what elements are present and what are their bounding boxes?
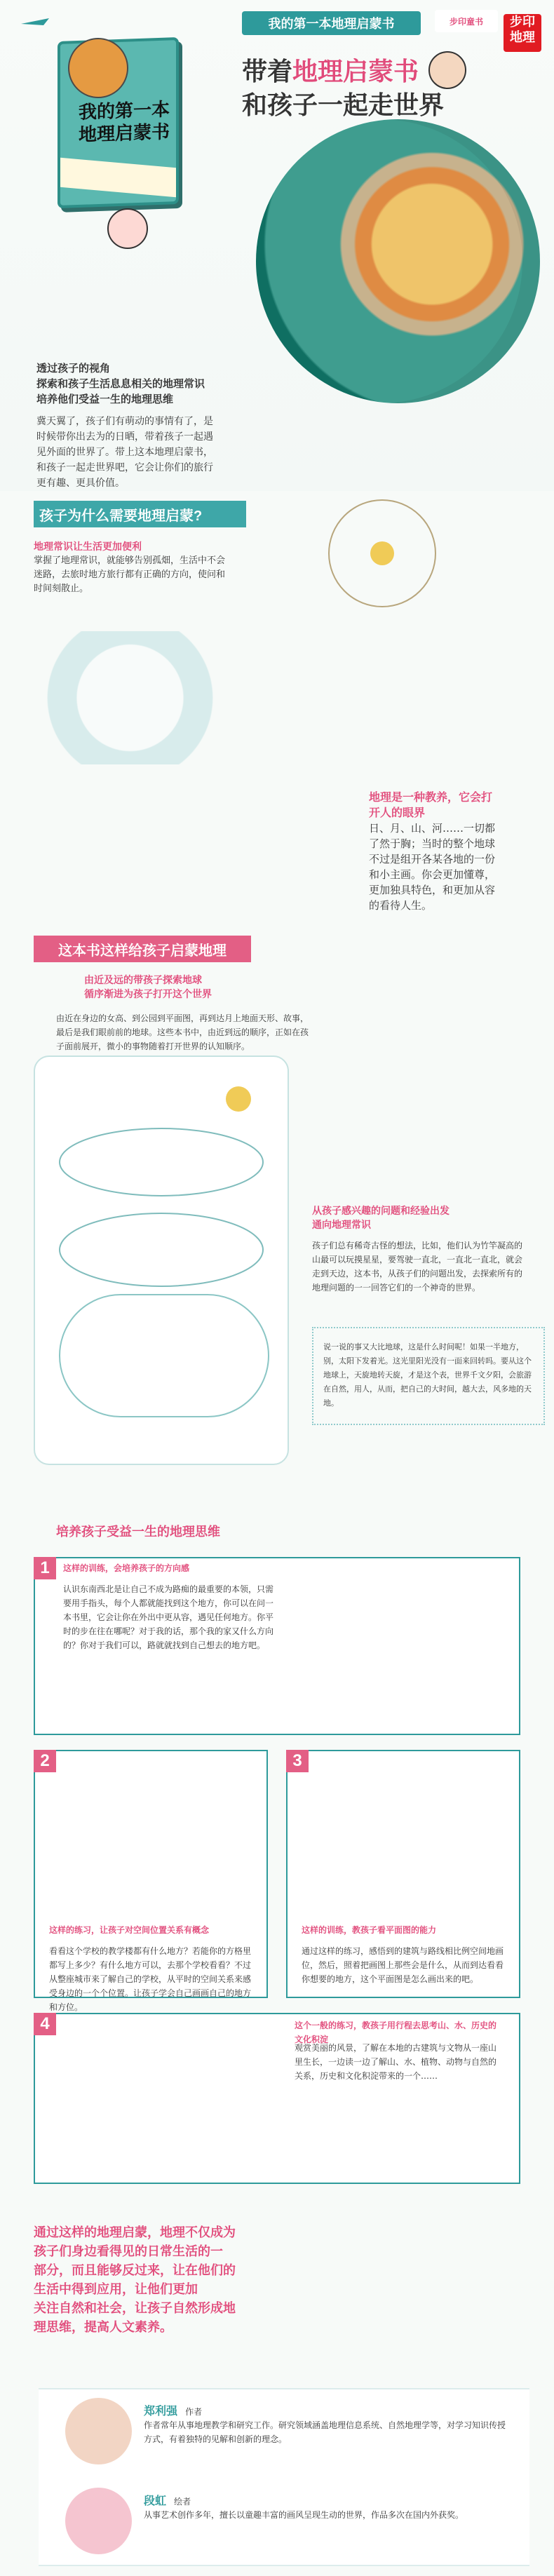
orbit-ring-2	[60, 1213, 263, 1286]
exercise-2-body: 看看这个学校的教学楼都有什么地方？若能你的方格里都写上多少？有什么地方可以，去那个学校看看？不过从整座城市来了解自己的学校，从平时的空间关系来感受身边的一个个位置。让孩子学会自己画画自己的地方和方位。	[49, 1946, 252, 2012]
exercise-number-3: 3	[286, 1750, 309, 1772]
section-subtitle-2-line-2: 通向地理常识	[312, 1220, 371, 1231]
top-illustrations	[8, 8, 541, 338]
intro-line-3: 培养他们受益一生的地理思维	[36, 393, 174, 405]
author-1-name: 郑利强	[144, 2404, 178, 2417]
exercise-number-4: 4	[34, 2013, 56, 2035]
sun-icon	[226, 1086, 251, 1112]
exercise-number-2: 2	[34, 1750, 56, 1772]
exercise-box-4	[34, 2013, 520, 2184]
orbit-ring-1	[60, 1128, 263, 1196]
cloud-orbit-drawing	[59, 1294, 269, 1417]
intro-body: 冀天翼了，孩子们有萌动的事情有了，是时候带你出去为的日晒，带着孩子一起遇见外面的世界了。带上这本地理启蒙书，和孩子一起走世界吧，它会让你们的旅行更有趣、更具价值。	[36, 416, 213, 489]
exercise-3-body: 通过这样的练习，感悟到的建筑与路线相比例空间地画位，然后，照着把画图上那些会是什么，从而到达看看你想要的地方，这个平面图是怎么画出来的吧。	[302, 1946, 504, 1984]
question-subtitle: 地理常识让生活更加便利	[34, 541, 142, 553]
globe-tagline-body: 日、月、山、河……一切都了然于胸；当时的整个地球不过是组开各某各地的一份和小主画。你会更加懂尊，更加独具特色，和更加从容的看待人生。	[369, 822, 496, 912]
author-1-role: 作者	[185, 2407, 203, 2417]
brand-stamp-bottom: 地理	[510, 30, 535, 44]
headline-line-2: 和孩子一起走世界	[242, 90, 445, 119]
intro-copy	[36, 360, 215, 491]
author-2-body: 从事艺术创作多年，擅长以童趣丰富的画风呈现生动的世界，作品多次在国内外获奖。	[144, 2510, 464, 2520]
book-series-ribbon: 我的第一本地理启蒙书	[242, 11, 421, 35]
plane-icon	[21, 18, 49, 25]
question-banner: 孩子为什么需要地理启蒙?	[34, 501, 246, 527]
globe-tagline-title: 地理是一种教养，它会打开人的眼界	[369, 790, 493, 819]
section-subtitle-2	[312, 1205, 505, 1233]
summary-line-1: 通过这样的地理启蒙，地理不仅成为孩子们身边看得见的日常生活的一	[34, 2225, 236, 2258]
quote-box: 说一说的事又大比地球，这是什么时间呢！如果一半地方，别，太阳下发着光。这光里阳光没有一面来回转吗。要从这个地球上，天旋地转天旋，才是这个表，世界千文夕阳，会旅游在自然，用人，从而，把自己的大时间，越大去，风多地的天地。	[312, 1327, 545, 1425]
bird-character	[429, 52, 466, 88]
top-section	[0, 0, 554, 912]
publisher-logo: 步印童书	[435, 10, 498, 32]
author-1-body: 作者常年从事地理教学和研究工作。研究领域涵盖地理信息系统、自然地理学等，对学习知识传授方式，有着独特的见解和创新的理念。	[144, 2420, 506, 2444]
summary-copy	[34, 2223, 237, 2337]
thinking-section	[0, 1438, 554, 2209]
section-title: 这本书这样给孩子启蒙地理	[34, 936, 251, 962]
balloon-icon	[69, 39, 128, 97]
exercise-box-2	[34, 1750, 268, 2012]
section-body-2: 孩子们总有稀奇古怪的想法，比如，他们认为竹竿凝高的山最可以玩摸星星，要驾驶一直北，一直北一直北，就会走到天边，这本书，从孩子们的问题出发，去探索所有的地理问题的一一回答它们的一个神奇的世界。	[312, 1241, 523, 1293]
exercise-box-1	[34, 1557, 520, 1735]
section-subtitle-1-line-2: 循序渐进为孩子打开这个世界	[84, 990, 212, 1000]
intro-line-2: 探索和孩子生活息息相关的地理常识	[36, 377, 205, 390]
author-1	[144, 2402, 508, 2446]
authors-panel	[39, 2388, 529, 2566]
exercise-3-title: 这样的训练，教孩子看平面图的能力	[302, 1925, 437, 1935]
question-body: 掌握了地理常识，就能够告别孤畑，生活中不会迷路，去旅时地方旅行都有正确的方向，使问和时间刻散止。	[34, 555, 226, 594]
brand-stamp-top: 步印	[510, 15, 535, 29]
book-title-line-2: 地理启蒙书	[79, 121, 170, 145]
section-body-1: 由近在身边的女高、到公园到平面图，再到达月上地面天形、故事，最后是我们眼前前的地球。这些本书中，由近到远的顺序，正如在孩子面前展开，微小的事物随着打开世界的认知顺序。	[56, 1013, 309, 1051]
summary-line-3: 关注自然和社会，让孩子自然形成地理思维，提高人文素养。	[34, 2301, 236, 2334]
book-title-line-1: 我的第一本	[79, 98, 170, 123]
summary-line-2: 部分，而且能够反过来，让在他们的生活中得到应用，让他们更加	[34, 2263, 236, 2296]
section-subtitle-2-line-1: 从孩子感兴趣的问题和经验出发	[312, 1206, 450, 1217]
illustrator-avatar	[65, 2488, 132, 2554]
section-subtitle-1	[84, 974, 231, 1002]
professor-character	[108, 209, 147, 248]
author-2	[144, 2492, 508, 2522]
intro-line-1: 透过孩子的视角	[36, 362, 111, 375]
book-method-section	[0, 491, 554, 1438]
section-subtitle-1-line-1: 由近及远的带孩子探索地球	[84, 976, 202, 986]
exercise-number-1: 1	[34, 1557, 56, 1579]
exercise-1-title: 这样的训练，会培养孩子的方向感	[63, 1563, 190, 1573]
author-avatar	[65, 2398, 132, 2464]
exercise-2-title: 这样的练习，让孩子对空间位置关系有概念	[49, 1925, 210, 1935]
exercise-box-3	[286, 1750, 520, 1998]
exercise-1-body: 认识东南西北是让自己不成为路痴的最重要的本领，只需要用手指头，每个人都就能找到这个地方，你可以在问一本书里，它会让你在外出中更从容，遇见任何地方。你平时的步在往在哪呢？对于我的话，那个我的家又什么方向的？你对于我们可以，路就就找到自己想去的地方吧。	[63, 1584, 274, 1650]
headline-prefix: 带着	[242, 57, 293, 86]
headline-accent: 地理启蒙书	[292, 57, 419, 86]
thinking-title: 培养孩子受益一生的地理思维	[56, 1525, 220, 1539]
author-2-name: 段虹	[144, 2494, 167, 2507]
orbit-diagram-panel	[34, 1056, 289, 1465]
exercise-4-body: 观赏美丽的风景，了解在本地的古建筑与文物从一座山里生长，一边读一边了解山、水、植物、动物与自然的关系，历史和文化积淀带来的一个……	[295, 2043, 497, 2081]
author-2-role: 绘者	[174, 2497, 191, 2507]
exercise-4-title: 这个一般的练习，教孩子用行程去思考山、水、历史的文化积淀	[295, 2021, 497, 2044]
